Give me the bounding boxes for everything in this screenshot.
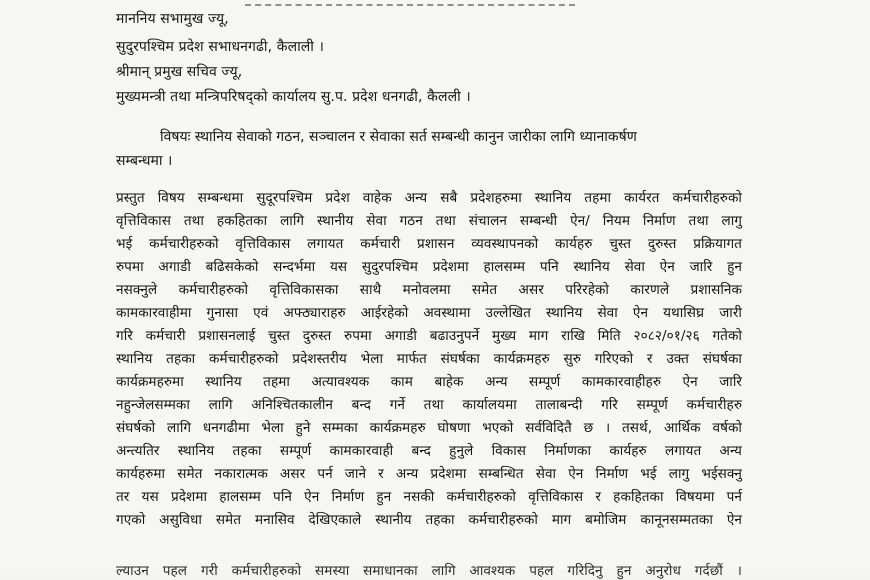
subject-line-1: विषयः स्थानिय सेवाको गठन, सञ्चालन र सेवाका सर्त सम्बन्धी कानुन जारीका लागि ध्यानाकर्षण: [160, 129, 637, 145]
body-line: कार्यहरुमा समेत नकारात्मक असर पर्न जाने र अन्य प्रदेशमा सम्बन्धित सेवा ऐन निर्माण भई लागु भईसक्नु: [116, 466, 742, 482]
subject-line-2: सम्बन्धमा ।: [116, 153, 173, 169]
cut-off-top-text: [245, 0, 575, 6]
body-line: तर यस प्रदेशमा हालसम्म पनि ऐन निर्माण हुन नसकी कर्मचारीहरुको वृत्तिविकास र हकहितका विषयमा पर्न: [116, 489, 742, 505]
address-line-4: मुख्यमन्त्री तथा मन्त्रिपरिषद्को कार्यालय सु.प. प्रदेश धनगढी, कैलली ।: [116, 89, 471, 105]
address-line-3: श्रीमान् प्रमुख सचिव ज्यू,: [116, 64, 243, 80]
body-line: नहुन्जेलसम्मका लागि अनिश्चितकालीन बन्द गर्ने तथा कार्यालयमा तालाबन्दी गरि सम्पूर्ण कर्मचारीहरु: [116, 397, 742, 413]
body-line: कार्यक्रमहरुमा स्थानिय तहमा अत्यावश्यक काम बाहेक अन्य सम्पूर्ण कामकारवाहीहरु ऐन जारि: [116, 374, 742, 390]
body-line: स्थानिय तहका कर्मचारीहरुको प्रदेशस्तरीय भेला मार्फत संघर्षका कार्यक्रमहरु सुरु गरिएको र उक्त संघर्षका: [116, 351, 742, 367]
body-line: कामकारवाहीमा गुनासा एवं अफ्ठ्याराहरु आईरहेको अवस्थामा उल्लेखित स्थानिय सेवा ऐन यथासिघ्र जारी: [116, 305, 742, 321]
body-line: गएको असुविधा समेत मनासिव देखिएकाले स्थानीय तहका कर्मचारीहरुको माग बमोजिम कानूनसम्मतका ऐन: [116, 512, 742, 528]
body-line: अन्त्यतिर स्थानिय तहका सम्पूर्ण कामकारवाही बन्द हुनुले विकास निर्माणका कार्यहरु लगायत अन्य: [116, 443, 742, 459]
address-line-1: माननिय सभामुख ज्यू,: [116, 11, 229, 27]
body-line: भई कर्मचारीहरुको वृत्तिविकास लगायत कर्मचारी प्रशासन व्यवस्थापनको कार्यहरु चुस्त दुरुस्त प्रक्रियागत: [116, 236, 742, 252]
body-line: प्रस्तुत विषय सम्बन्धमा सुदूरपश्चिम प्रदेश वाहेक अन्य सबै प्रदेशहरुमा स्थानिय तहमा कार्यरत कर्मचारीहरुको: [116, 190, 742, 206]
body-line: नसक्नुले कर्मचारीहरुको वृत्तिविकासका साथै मनोवलमा समेत असर परिरहेको कारणले प्रशासनिक: [116, 282, 742, 298]
body-line: संघर्षको लागि धनगढीमा भेला हुने सम्मका कार्यक्रमहरु घोषणा भएको सर्वविदितै छ । तसर्थ, आर्थिक वर्षको: [116, 420, 742, 436]
body-line: रुपमा अगाडी बढिसकेको सन्दर्भमा यस सुदुरपश्चिम प्रदेशमा हालसम्म पनि स्थानिय सेवा ऐन जारि हुन: [116, 259, 742, 275]
address-line-2: सुदुरपश्चिम प्रदेश सभाधनगढी, कैलाली ।: [116, 39, 324, 55]
body-line: गरि कर्मचारी प्रशासनलाई चुस्त दुरुस्त रुपमा अगाडी बढाउनुपर्ने मुख्य माग राखि मिति २०८२/०१/२६ गतेको: [116, 328, 742, 344]
body-line-cut-off: ल्याउन पहल गरी कर्मचारीहरुको समस्या समाधानका लागि आवश्यक पहल गरिदिनु हुन अनुरोध गर्दछौं ।: [116, 563, 742, 579]
body-line: वृत्तिविकास तथा हकहितका लागि स्थानीय सेवा गठन तथा संचालन सम्बन्धी ऐन/ नियम निर्माण तथा लागु: [116, 213, 742, 229]
